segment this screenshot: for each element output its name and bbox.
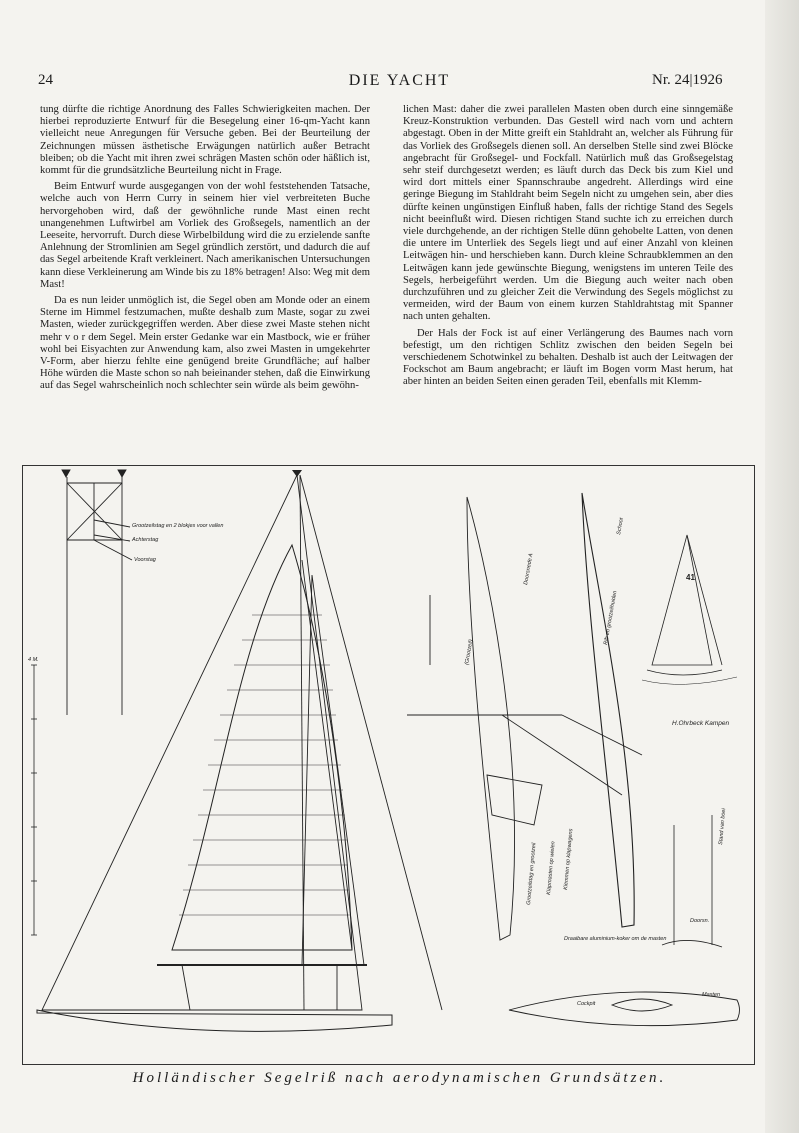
- page-number: 24: [38, 72, 53, 88]
- label-doorsnede: Doorsnede A: [523, 552, 535, 586]
- artist-signature: H.Ohrbeck Kampen: [672, 720, 730, 727]
- text-column-right: [403, 104, 733, 393]
- label-scale: 4 M.: [28, 657, 39, 663]
- boom-plan-drawing: [407, 493, 642, 940]
- paragraph: tung dürfte die richtige Anordnung des Falles Schwierigkeiten machen. Der hierbei reproduzierte Entwurf für die Besegelung einer 16-qm-Yacht kann vielleicht neue Anregungen für Versuche geben. Bei der Beurteilung der Zeichnungen müssen ästhetische Erwägungen natürlich außer Betracht bleiben; ob die Yacht mit ihren zwei schrägen Masten schön oder häßlich ist, kommt für die grundsätzliche Beurteilung nicht in Frage.: [40, 104, 370, 177]
- label-achterstag: Achterstag: [132, 537, 159, 543]
- label-klapmasten: Klapmasten op wielen: [546, 841, 557, 896]
- label-rib: Rib en grootzeilhuiden: [603, 590, 619, 646]
- label-grootzeilstag: Grootzeilstag en 2 blokjes voor vallen: [132, 523, 224, 529]
- label-grootzeilstag-boom: Grootzeilstag en grootzeil: [526, 842, 538, 906]
- label-doorsnee: Doorsn.: [690, 918, 710, 924]
- scale-bar: [31, 665, 37, 935]
- rail-detail: [662, 815, 722, 947]
- paragraph: Beim Entwurf wurde ausgegangen von der wohl feststehenden Tatsache, welche auch von Herrn Curry in seinem hier viel verbreiteten Buche hervorgehoben wird, daß der gewöhnliche runde Mast einen recht unangenehmen Luftwirbel am Vorliek des Großsegels, namentlich an der Leeseite, hervorruft. Durch diese Wirbelbildung wird die zu erzielende sanfte Anlehnung der Stromlinien am Segel gründlich zerstört, und dadurch die auf das Segel arbeitende Kraft verkleinert. Nach amerikanischen Untersuchungen kann diese Verkleinerung am Winde bis zu 18% betragen! Also: Weg mit dem Mast!: [40, 181, 370, 290]
- label-grootzeil: (Grootzeil): [464, 639, 475, 666]
- text-column-left: [40, 104, 370, 397]
- sail-plan-figure: [22, 465, 755, 1065]
- paragraph: Der Hals der Fock ist auf einer Verlängerung des Baumes nach vorn befestigt, um den richtigen Schlitz zwischen den beiden Segeln bei verschiedenem Schotwinkel zu behalten. Deshalb ist auch der Leitwagen der Fockschot am Baum angebracht; er läuft im Bogen vorm Mast herum, hat aber hinten an beiden Seiten einen geraden Teil, ebenfalls mit Klemm-: [403, 327, 733, 388]
- sail-number: 41: [686, 573, 695, 582]
- page-edge: [765, 0, 799, 1133]
- issue-number: Nr. 24|1926: [652, 72, 723, 88]
- label-cockpit: Cockpit: [577, 1001, 596, 1007]
- journal-title: DIE YACHT: [348, 72, 451, 89]
- label-klemmen: Klemmen op klapwagens: [563, 828, 575, 891]
- mast-frame-drawing: [62, 470, 132, 715]
- label-schoot: Schoot: [616, 517, 625, 536]
- label-stand-rail: Stand van boei: [718, 808, 728, 846]
- figure-caption: Holländischer Segelriß nach aerodynamischen Grundsätzen.: [132, 1070, 667, 1086]
- sail-battens: [179, 615, 350, 915]
- paragraph: Da es nun leider unmöglich ist, die Segel oben am Monde oder an einem Sterne im Himmel festzumachen, mußte deshalb zum Maste, sogar zu zwei Masten, wieder zurückgegriffen werden. Aber diese zwei Maste stehen nicht mehr v o r dem Segel. Mein erster Gedanke war ein Mastbock, wie er früher wohl bei Eisyachten zur Anwendung kam, also zwei Masten in umgekehrter V-Form, aber hierzu fehlte eine genügend breite Grundfläche; auf halber Höhe würden die Maste schon so nah beieinander stehen, daß die Einwirkung auf das Segel wahrscheinlich noch schlechter sein würde als beim gewöhn-: [40, 295, 370, 392]
- label-draaibare: Draaibare aluminium-koker om de masten: [564, 936, 667, 942]
- paragraph: lichen Mast: daher die zwei parallelen Masten oben durch eine sinngemäße Kreuz-Konstruktion verbunden. Das Gestell wird nach vorn und achtern abgestagt. Oben in der Mitte greift ein Stahldraht an, welcher als Führung für das Vorliek des Großsegels dienen soll. An derselben Stelle sind zwei Blöcke angebracht für Großsegel- und Fockfall. Natürlich muß das Großsegelstag sehr steif durchgesetzt werden; es läuft durch das Deck bis zum Kiel und wird dort mittels einer Spannschraube angedreht. Allerdings wird eine geringe Biegung im Stahldraht beim Segeln nicht zu umgehen sein, aber dies dürfte keinen ungünstigen Einfluß haben, falls der richtige Stand des Segels nicht beeinflußt wird. Diesen richtigen Stand suchte ich zu erreichen durch viele durchgehende, an der richtigen Stelle dünn gehobelte Latten, von denen die untere im Unterliek des Segels liegt und auf einer Anzahl von kleinen Leitwägen hin- und herschieben kann. Durch kleine Schraubklemmen an den Leitwägen kann jede gewünschte Biegung, wenigstens im unteren Teile des Segels, herbeigeführt werden. Um die Biegung auch weiter nach oben durchzuführen und zu gleicher Zeit die Verwindung des Segels möglichst zu vermeiden, wird der Baum von einem kurzen Stahldrahtstag mit Spanner nach unten gehalten.: [403, 104, 733, 323]
- label-voorstag: Voorstag: [134, 557, 156, 563]
- main-sail-plan-drawing: [37, 475, 442, 1031]
- yacht-sketch: [642, 535, 737, 684]
- label-masten: Masten: [702, 992, 721, 998]
